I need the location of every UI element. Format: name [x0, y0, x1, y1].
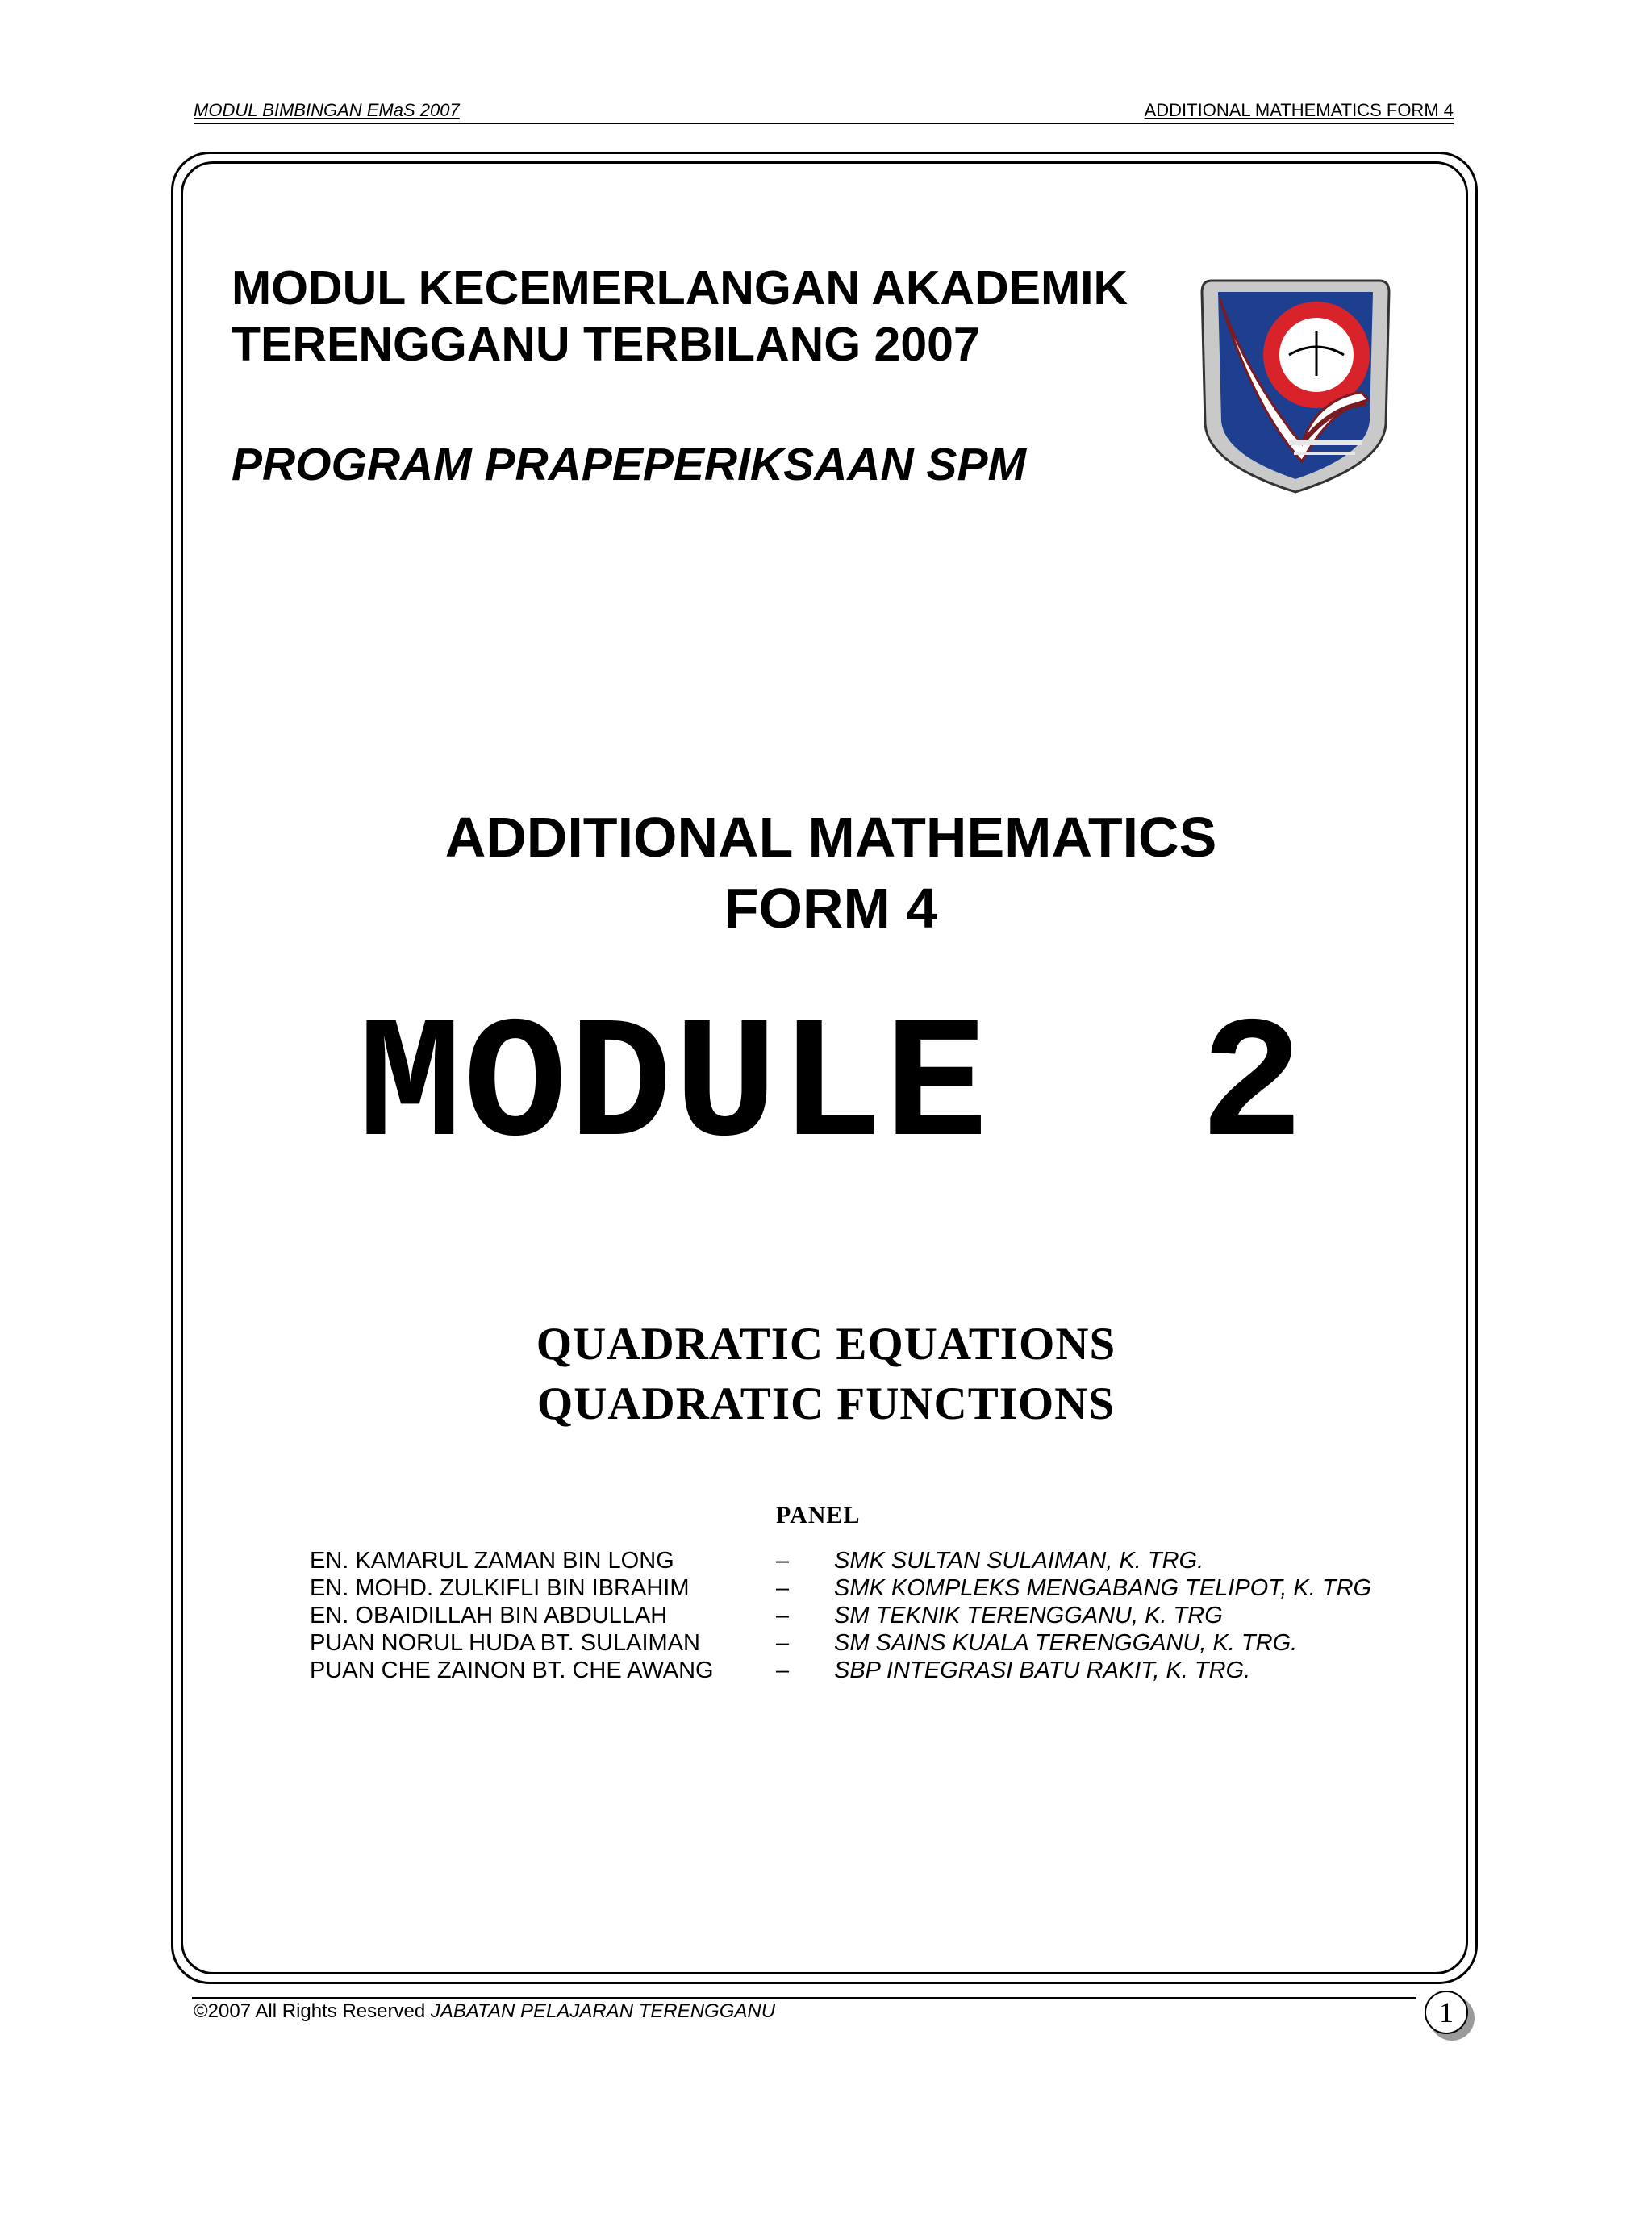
- running-header: [194, 95, 1454, 124]
- member-school: SM TEKNIK TERENGGANU, K. TRG: [834, 1603, 1223, 1628]
- page-number: 1: [1425, 1991, 1468, 2034]
- subject-line1: ADDITIONAL MATHEMATICS: [444, 806, 1217, 869]
- program-title: PROGRAM PRAPEPERIKSAAN SPM: [232, 439, 1026, 490]
- panel-member-row: [310, 1629, 1439, 1657]
- page-number-badge: [1425, 1991, 1476, 2042]
- member-name: PUAN CHE ZAINON BT. CHE AWANG: [310, 1657, 714, 1683]
- module-number: MODULE 2: [358, 991, 1305, 1186]
- member-dash: –: [776, 1657, 790, 1683]
- member-school: SM SAINS KUALA TERENGGANU, K. TRG.: [834, 1630, 1298, 1656]
- member-school: SBP INTEGRASI BATU RAKIT, K. TRG.: [834, 1657, 1251, 1683]
- copyright-text: ©2007 All Rights Reserved: [194, 2000, 426, 2022]
- panel-member-row: [310, 1574, 1439, 1602]
- panel-member-row: [310, 1657, 1439, 1684]
- member-school: SMK SULTAN SULAIMAN, K. TRG.: [834, 1548, 1204, 1574]
- panel-heading: PANEL: [776, 1502, 861, 1528]
- header-right-text: ADDITIONAL MATHEMATICS FORM 4: [1144, 100, 1454, 120]
- panel-member-row: [310, 1547, 1439, 1574]
- member-school: SMK KOMPLEKS MENGABANG TELIPOT, K. TRG: [834, 1575, 1372, 1601]
- crest-icon: [1195, 271, 1395, 498]
- footer-copyright: [194, 2000, 775, 2023]
- footer-divider: [192, 1997, 1416, 1999]
- header-left-text: MODUL BIMBINGAN EMaS 2007: [194, 100, 460, 120]
- publisher-text: JABATAN PELAJARAN TERENGGANU: [430, 2000, 776, 2022]
- member-name: EN. KAMARUL ZAMAN BIN LONG: [310, 1548, 674, 1574]
- member-name: EN. OBAIDILLAH BIN ABDULLAH: [310, 1603, 668, 1628]
- topic-item-1: QUADRATIC EQUATIONS: [536, 1319, 1116, 1370]
- module-title-line2: TERENGGANU TERBILANG 2007: [232, 318, 980, 371]
- jpt-crest-logo: [1195, 271, 1395, 498]
- subject-title: [0, 802, 1652, 944]
- member-dash: –: [776, 1548, 790, 1574]
- topic-item-2: QUADRATIC FUNCTIONS: [536, 1378, 1116, 1429]
- module-title-line1: MODUL KECEMERLANGAN AKADEMIK: [232, 261, 1128, 315]
- logo-caption: [1195, 271, 1196, 272]
- module-title: [232, 260, 1128, 373]
- member-dash: –: [776, 1575, 790, 1601]
- member-dash: –: [776, 1603, 790, 1628]
- panel-member-list: [310, 1547, 1439, 1684]
- member-name: PUAN NORUL HUDA BT. SULAIMAN: [310, 1630, 700, 1656]
- member-name: EN. MOHD. ZULKIFLI BIN IBRAHIM: [310, 1575, 690, 1601]
- subject-line2: FORM 4: [724, 877, 938, 940]
- member-dash: –: [776, 1630, 790, 1656]
- topic-list: [0, 1315, 1652, 1434]
- panel-member-row: [310, 1602, 1439, 1629]
